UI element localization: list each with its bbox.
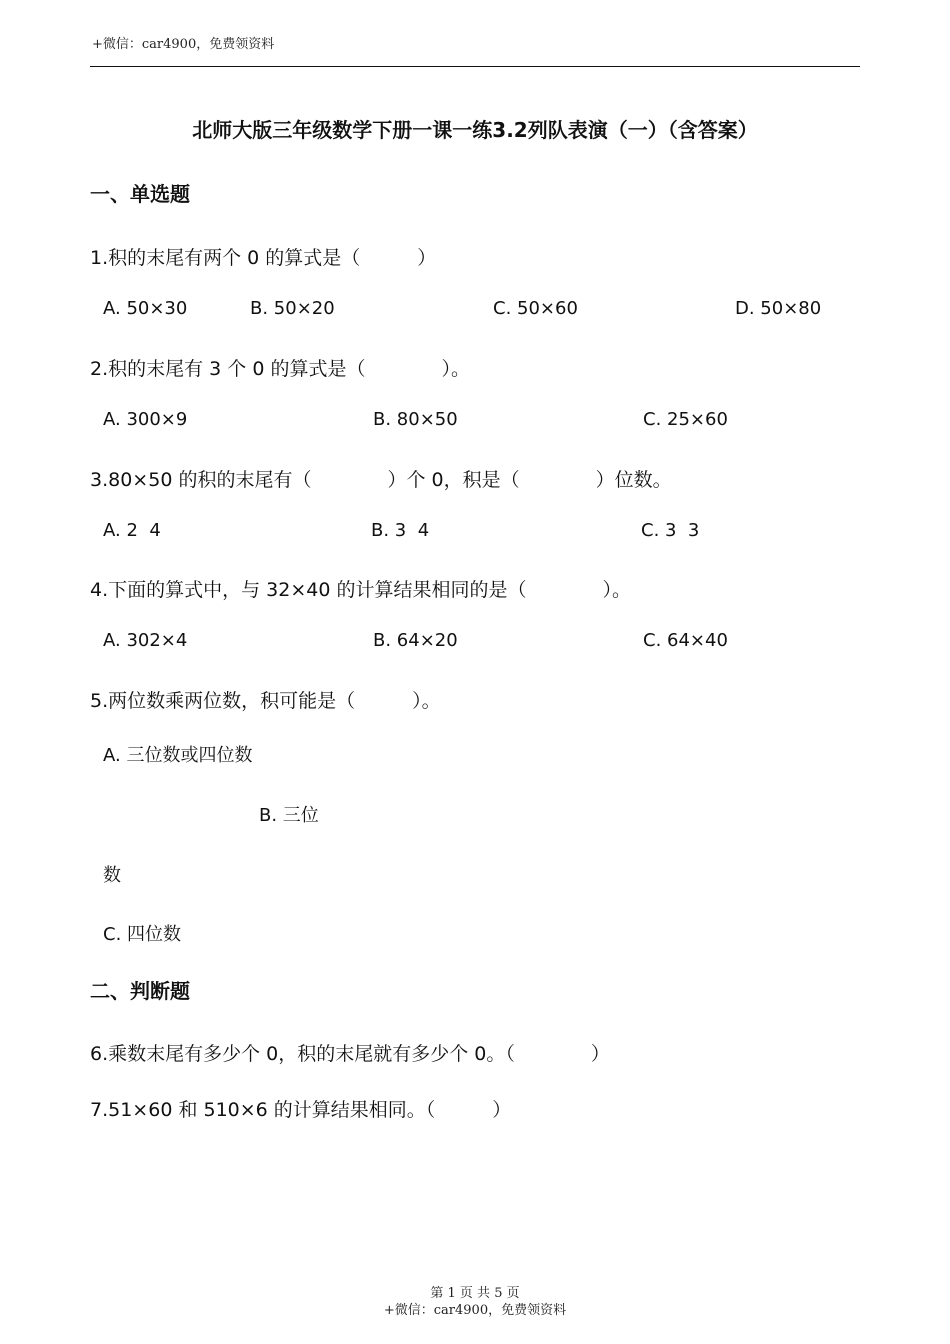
q3-option-b: B. 3 4 — [371, 520, 430, 541]
q5-option-b-wrap: 数 — [103, 865, 121, 886]
q4-option-c: C. 64×40 — [643, 630, 728, 651]
section-heading-single-choice: 一、单选题 — [90, 182, 190, 206]
document-title: 北师大版三年级数学下册一课一练3.2列队表演（一）（含答案） — [192, 118, 758, 142]
question-6: 6.乘数末尾有多少个 0，积的末尾就有多少个 0。（ ） — [90, 1043, 610, 1065]
q5-option-c: C. 四位数 — [103, 924, 182, 945]
header-watermark-text: +微信：car4900，免费领资料 — [92, 37, 275, 52]
q4-option-b: B. 64×20 — [373, 630, 458, 651]
question-7: 7.51×60 和 510×6 的计算结果相同。（ ） — [90, 1099, 512, 1121]
q3-option-a: A. 2 4 — [103, 520, 161, 541]
q1-option-a: A. 50×30 — [103, 298, 188, 319]
q2-option-c: C. 25×60 — [643, 409, 728, 430]
footer-watermark-text: +微信：car4900，免费领资料 — [383, 1303, 567, 1318]
q2-option-b: B. 80×50 — [373, 409, 458, 430]
q1-option-c: C. 50×60 — [493, 298, 578, 319]
q4-option-a: A. 302×4 — [103, 630, 188, 651]
question-5: 5.两位数乘两位数，积可能是（ ）。 — [90, 690, 441, 712]
q5-option-b: B. 三位 — [259, 805, 319, 826]
question-3: 3.80×50 的积的末尾有（ ）个 0，积是（ ）位数。 — [90, 469, 672, 491]
q3-option-c: C. 3 3 — [641, 520, 700, 541]
q1-option-b: B. 50×20 — [250, 298, 335, 319]
header-divider — [90, 66, 860, 67]
q5-option-a: A. 三位数或四位数 — [103, 745, 253, 766]
question-2: 2.积的末尾有 3 个 0 的算式是（ ）。 — [90, 358, 470, 380]
q1-option-d: D. 50×80 — [735, 298, 822, 319]
question-1: 1.积的末尾有两个 0 的算式是（ ） — [90, 247, 437, 269]
page-number: 第 1 页 共 5 页 — [430, 1286, 520, 1301]
q2-option-a: A. 300×9 — [103, 409, 188, 430]
question-4: 4.下面的算式中，与 32×40 的计算结果相同的是（ ）。 — [90, 579, 631, 601]
section-heading-true-false: 二、判断题 — [90, 979, 190, 1003]
